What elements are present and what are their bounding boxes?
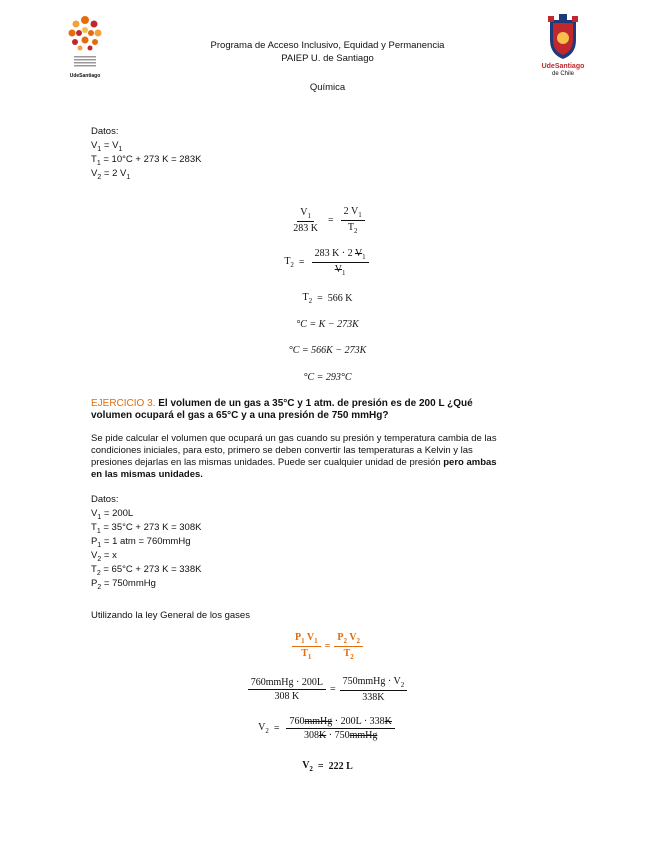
header-subject: Química (309, 82, 346, 93)
header-paiep: PAIEP U. de Santiago (281, 53, 374, 64)
datos-row: $P_1 = 1$ atm = 760mmHg (91, 536, 191, 549)
datos-row: $T_2 = 65^\circ C + 273$ K = 338K (91, 564, 202, 577)
gas-law-text: Utilizando la ley General de los gases (91, 610, 250, 621)
datos-row: $P_2$ = 750mmHg (91, 578, 156, 591)
left-logo-text: UdeSantiago (69, 73, 101, 79)
datos-label-1: Datos: (91, 126, 119, 137)
datos-row: $V_1 = 200L$ (91, 508, 134, 521)
datos-row: $V_2 = 2$ $V_1$ (91, 168, 131, 181)
equation-ratio: $\frac{V_1}{283 K}$ = $\frac{2 V_1}{T_2}$ (0, 206, 655, 235)
right-logo-text: UdeSantiago (541, 63, 585, 70)
equation-substitution: $\frac{\text{760mmHg · 200L}}{308 K}$ = $\frac{750mmHg \cdot V_2}{338K}$ (0, 676, 655, 703)
datos-label-2: Datos: (91, 494, 119, 505)
equation-kelvin: °C = K − 273K (296, 319, 359, 330)
exercise-3-question: EJERCICIO 3. El volumen de un gas a 35°C y 1 atm. de presión es de 200 L ¿Qué volumen ocupará el gas a 65°C y a una presión de 750 mmHg? (91, 398, 473, 421)
header-program: Programa de Acceso Inclusivo, Equidad y Permanencia (210, 40, 445, 51)
datos-row: $T_1 = 10^\circ C + 273$ K = 283K (91, 154, 202, 167)
equation-t2: $T_2$ = $\frac{283 K \cdot 2 V_1}{V_1}$ (0, 248, 655, 277)
right-logo-sub: de Chile (551, 71, 574, 77)
equation-v2-result: $V_2$ = 222 L (302, 760, 353, 773)
datos-row: $T_1 = 35^\circ C + 273$ K = 308K (91, 522, 202, 535)
equation-t2-result: $T_2$ = 566 K (302, 292, 353, 305)
exercise-label: EJERCICIO 3. (91, 398, 156, 409)
datos-row: $V_1 = V_1$ (91, 140, 123, 153)
equation-v2: $V_2$ = $\frac{\text{760mmHg · 200L · 338K}}{\text{308K · 750mmHg}}$ (0, 716, 655, 741)
exercise-3-explanation: Se pide calcular el volumen que ocupará un gas cuando su presión y temperatura cambia de las condiciones iniciales, para esto, primero se deben convertir las temperaturas a Kelvin y las presiones dejarlas en las mismas unidades. Puede ser cualquier unidad de presión pero ambas en las mismas unidades. (91, 433, 497, 480)
datos-row: $V_2 = x$ (91, 550, 117, 563)
equation-general-gas-law: $\frac{P_1 V_1}{T_1}$ = $\frac{P_2 V_2}{T_2}$ (0, 632, 655, 661)
equation-celsius-result: °C = 293°C (303, 372, 352, 383)
equation-kelvin-sub: °C = 566K − 273K (288, 345, 367, 356)
